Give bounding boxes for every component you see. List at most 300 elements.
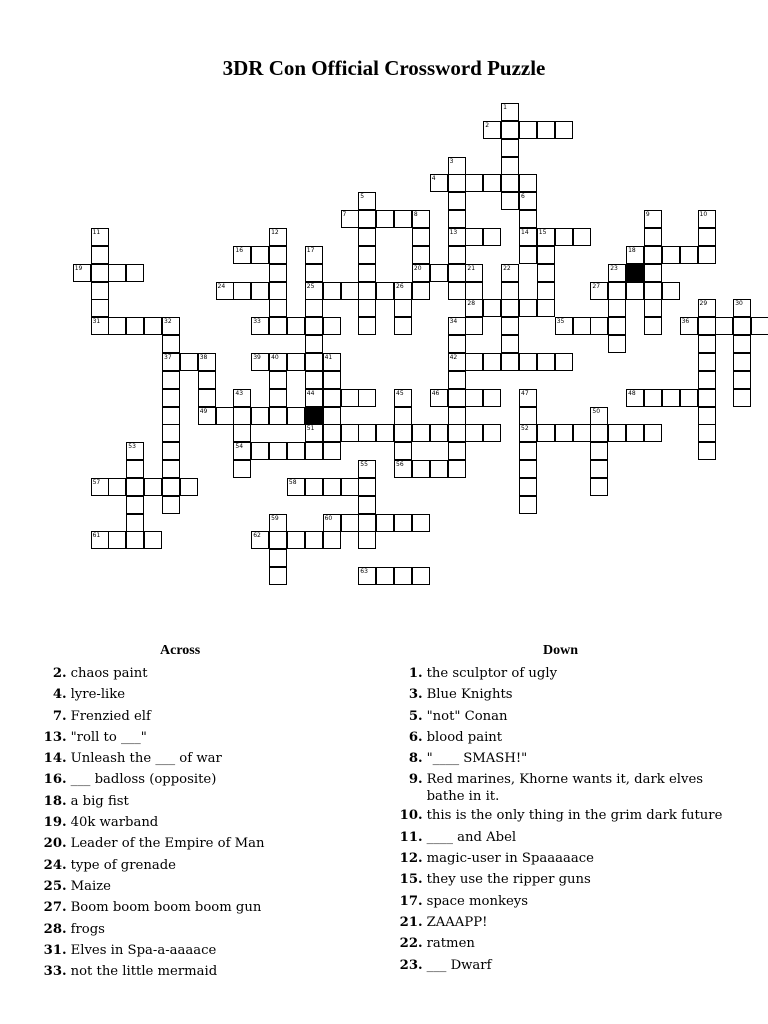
grid-cell[interactable] [269, 317, 287, 335]
grid-cell[interactable] [358, 531, 376, 549]
grid-cell[interactable] [198, 389, 216, 407]
grid-cell[interactable] [305, 299, 323, 317]
grid-cell[interactable] [662, 246, 680, 264]
grid-cell[interactable] [644, 246, 662, 264]
grid-cell[interactable] [251, 407, 269, 425]
grid-cell[interactable] [305, 246, 323, 264]
grid-cell[interactable] [483, 424, 501, 442]
grid-cell[interactable] [590, 442, 608, 460]
grid-cell[interactable] [733, 299, 751, 317]
grid-cell[interactable] [537, 121, 555, 139]
grid-cell[interactable] [287, 531, 305, 549]
grid-cell[interactable] [376, 567, 394, 585]
grid-cell[interactable] [91, 264, 109, 282]
grid-cell[interactable] [162, 424, 180, 442]
grid-cell[interactable] [501, 192, 519, 210]
grid-cell[interactable] [323, 317, 341, 335]
grid-cell[interactable] [590, 317, 608, 335]
grid-cell[interactable] [162, 317, 180, 335]
grid-cell[interactable] [698, 317, 716, 335]
grid-cell[interactable] [358, 228, 376, 246]
grid-cell[interactable] [412, 460, 430, 478]
cell-number: 31 [92, 318, 101, 326]
grid-cell[interactable] [341, 389, 359, 407]
grid-cell[interactable] [394, 567, 412, 585]
grid-cell[interactable] [519, 460, 537, 478]
grid-cell[interactable] [394, 407, 412, 425]
grid-cell[interactable] [269, 442, 287, 460]
grid-cell[interactable] [698, 407, 716, 425]
grid-cell[interactable] [233, 442, 251, 460]
grid-cell[interactable] [394, 442, 412, 460]
grid-cell[interactable] [644, 228, 662, 246]
grid-cell[interactable] [394, 282, 412, 300]
grid-cell[interactable] [555, 424, 573, 442]
grid-cell[interactable] [412, 210, 430, 228]
grid-cell[interactable] [501, 157, 519, 175]
grid-cell[interactable] [358, 460, 376, 478]
clue-number: 12 [399, 851, 418, 867]
grid-cell[interactable] [269, 514, 287, 532]
grid-cell[interactable] [126, 264, 144, 282]
grid-cell[interactable] [341, 210, 359, 228]
grid-cell[interactable] [733, 389, 751, 407]
grid-cell[interactable] [501, 353, 519, 371]
grid-cell[interactable] [590, 424, 608, 442]
grid-cell[interactable] [644, 210, 662, 228]
grid-cell[interactable] [608, 264, 626, 282]
grid-cell[interactable] [394, 210, 412, 228]
grid-cell[interactable] [305, 353, 323, 371]
grid-cell[interactable] [698, 299, 716, 317]
grid-cell[interactable] [465, 424, 483, 442]
grid-cell[interactable] [251, 246, 269, 264]
grid-cell[interactable] [680, 317, 698, 335]
cell-number: 17 [306, 246, 315, 254]
grid-cell[interactable] [573, 424, 591, 442]
grid-cell[interactable] [519, 174, 537, 192]
grid-cell[interactable] [269, 389, 287, 407]
grid-cell[interactable] [448, 174, 466, 192]
grid-cell[interactable] [144, 531, 162, 549]
grid-cell[interactable] [162, 442, 180, 460]
grid-cell[interactable] [608, 335, 626, 353]
grid-cell[interactable] [519, 192, 537, 210]
grid-cell[interactable] [590, 407, 608, 425]
grid-cell[interactable] [358, 246, 376, 264]
grid-cell[interactable] [108, 478, 126, 496]
cell-number: 44 [306, 389, 315, 397]
grid-cell[interactable] [358, 282, 376, 300]
grid-cell[interactable] [483, 389, 501, 407]
grid-cell[interactable] [73, 264, 91, 282]
grid-cell[interactable] [269, 531, 287, 549]
grid-cell[interactable] [180, 353, 198, 371]
grid-cell[interactable] [698, 210, 716, 228]
grid-cell[interactable] [465, 389, 483, 407]
grid-cell[interactable] [501, 317, 519, 335]
grid-cell[interactable] [448, 157, 466, 175]
grid-cell[interactable] [358, 478, 376, 496]
grid-cell[interactable] [394, 389, 412, 407]
grid-cell[interactable] [251, 531, 269, 549]
grid-cell[interactable] [358, 264, 376, 282]
grid-cell[interactable] [394, 299, 412, 317]
grid-cell[interactable] [698, 228, 716, 246]
grid-cell[interactable] [358, 210, 376, 228]
grid-cell[interactable] [733, 371, 751, 389]
grid-cell[interactable] [733, 317, 751, 335]
grid-cell[interactable] [644, 317, 662, 335]
grid-cell[interactable] [448, 353, 466, 371]
grid-cell[interactable] [590, 460, 608, 478]
grid-cell[interactable] [519, 496, 537, 514]
grid-cell[interactable] [91, 478, 109, 496]
cell-number: 61 [92, 532, 101, 540]
grid-cell[interactable] [590, 478, 608, 496]
grid-cell[interactable] [233, 424, 251, 442]
grid-cell[interactable] [341, 514, 359, 532]
grid-cell[interactable] [537, 299, 555, 317]
grid-cell[interactable] [412, 424, 430, 442]
grid-cell[interactable] [341, 424, 359, 442]
grid-cell[interactable] [465, 299, 483, 317]
grid-cell[interactable] [376, 210, 394, 228]
grid-cell[interactable] [144, 478, 162, 496]
grid-cell[interactable] [519, 478, 537, 496]
grid-cell[interactable] [394, 460, 412, 478]
grid-cell[interactable] [501, 174, 519, 192]
grid-cell[interactable] [412, 514, 430, 532]
grid-cell[interactable] [501, 335, 519, 353]
grid-cell[interactable] [644, 389, 662, 407]
grid-cell[interactable] [180, 478, 198, 496]
grid-cell[interactable] [358, 496, 376, 514]
grid-cell[interactable] [608, 282, 626, 300]
grid-cell[interactable] [733, 335, 751, 353]
grid-cell[interactable] [626, 424, 644, 442]
grid-cell[interactable] [91, 531, 109, 549]
grid-cell[interactable] [537, 264, 555, 282]
grid-cell[interactable] [341, 282, 359, 300]
grid-cell[interactable] [269, 246, 287, 264]
grid-cell[interactable] [126, 317, 144, 335]
grid-cell[interactable] [323, 531, 341, 549]
puzzle-title: 3DR Con Official Crossword Puzzle [222, 56, 546, 80]
grid-cell[interactable] [233, 460, 251, 478]
grid-cell[interactable] [501, 139, 519, 157]
grid-cell[interactable] [555, 317, 573, 335]
grid-cell[interactable] [519, 299, 537, 317]
grid-cell[interactable] [126, 531, 144, 549]
clue-text: chaos paint [70, 666, 148, 681]
grid-cell[interactable] [216, 282, 234, 300]
clue-number: 8 [408, 751, 418, 767]
grid-cell[interactable] [376, 282, 394, 300]
grid-cell[interactable] [323, 353, 341, 371]
grid-cell[interactable] [698, 442, 716, 460]
grid-cell[interactable] [680, 389, 698, 407]
grid-cell[interactable] [519, 246, 537, 264]
grid-cell[interactable] [323, 282, 341, 300]
grid-cell[interactable] [305, 424, 323, 442]
grid-cell[interactable] [162, 460, 180, 478]
grid-cell[interactable] [305, 531, 323, 549]
grid-cell[interactable] [233, 246, 251, 264]
grid-cell[interactable] [412, 282, 430, 300]
grid-cell[interactable] [555, 353, 573, 371]
grid-cell[interactable] [126, 514, 144, 532]
grid-cell[interactable] [305, 282, 323, 300]
grid-cell[interactable] [251, 442, 269, 460]
grid-cell[interactable] [251, 282, 269, 300]
grid-cell[interactable] [483, 174, 501, 192]
grid-cell[interactable] [483, 299, 501, 317]
grid-cell[interactable] [91, 282, 109, 300]
grid-cell[interactable] [519, 210, 537, 228]
grid-cell[interactable] [501, 299, 519, 317]
grid-cell[interactable] [269, 407, 287, 425]
grid-cell[interactable] [91, 246, 109, 264]
grid-cell[interactable] [323, 514, 341, 532]
grid-cell[interactable] [662, 389, 680, 407]
grid-cell[interactable] [698, 353, 716, 371]
grid-cell[interactable] [323, 442, 341, 460]
grid-cell[interactable] [269, 371, 287, 389]
grid-cell[interactable] [394, 514, 412, 532]
grid-cell[interactable] [519, 424, 537, 442]
clue-text: lyre-like [70, 687, 126, 703]
grid-cell[interactable] [305, 389, 323, 407]
grid-cell[interactable] [287, 478, 305, 496]
grid-cell[interactable] [483, 121, 501, 139]
grid-cell[interactable] [162, 407, 180, 425]
grid-cell[interactable] [269, 353, 287, 371]
grid-cell[interactable] [698, 371, 716, 389]
grid-cell[interactable] [698, 335, 716, 353]
grid-cell[interactable] [91, 317, 109, 335]
grid-cell[interactable] [519, 407, 537, 425]
grid-cell[interactable] [323, 407, 341, 425]
grid-cell[interactable] [448, 264, 466, 282]
grid-cell[interactable] [91, 299, 109, 317]
grid-cell[interactable] [126, 442, 144, 460]
grid-cell[interactable] [341, 478, 359, 496]
grid-cell[interactable] [448, 424, 466, 442]
grid-cell[interactable] [108, 317, 126, 335]
grid-cell[interactable] [394, 317, 412, 335]
grid-cell[interactable] [537, 282, 555, 300]
grid-cell[interactable] [537, 246, 555, 264]
grid-cell[interactable] [412, 228, 430, 246]
grid-cell[interactable] [376, 514, 394, 532]
grid-cell[interactable] [448, 371, 466, 389]
grid-cell[interactable] [162, 496, 180, 514]
grid-cell[interactable] [412, 246, 430, 264]
grid-cell[interactable] [162, 389, 180, 407]
cell-number: 22 [503, 264, 511, 272]
grid-cell[interactable] [590, 282, 608, 300]
grid-cell[interactable] [412, 264, 430, 282]
grid-cell[interactable] [448, 407, 466, 425]
cell-number: 59 [271, 514, 279, 522]
grid-cell[interactable] [287, 317, 305, 335]
grid-cell[interactable] [715, 317, 733, 335]
grid-cell[interactable] [501, 121, 519, 139]
grid-cell[interactable] [555, 228, 573, 246]
grid-cell[interactable] [662, 282, 680, 300]
grid-cell[interactable] [644, 299, 662, 317]
grid-cell[interactable] [233, 407, 251, 425]
grid-cell[interactable] [251, 317, 269, 335]
grid-cell[interactable] [233, 282, 251, 300]
grid-cell[interactable] [465, 317, 483, 335]
grid-cell[interactable] [305, 371, 323, 389]
grid-cell[interactable] [519, 121, 537, 139]
grid-cell[interactable] [430, 264, 448, 282]
grid-cell[interactable] [126, 460, 144, 478]
cell-number: 38 [199, 353, 208, 361]
grid-cell[interactable] [412, 567, 430, 585]
grid-cell[interactable] [198, 371, 216, 389]
grid-cell[interactable] [358, 514, 376, 532]
grid-cell[interactable] [608, 317, 626, 335]
grid-cell[interactable] [305, 317, 323, 335]
grid-cell[interactable] [501, 282, 519, 300]
grid-cell[interactable] [519, 353, 537, 371]
grid-cell[interactable] [519, 442, 537, 460]
cell-number: 14 [521, 229, 529, 236]
grid-cell[interactable] [448, 228, 466, 246]
grid-cell[interactable] [698, 424, 716, 442]
grid-cell[interactable] [358, 192, 376, 210]
grid-cell[interactable] [501, 264, 519, 282]
grid-cell[interactable] [537, 353, 555, 371]
grid-cell[interactable] [644, 264, 662, 282]
grid-cell[interactable] [537, 228, 555, 246]
grid-cell[interactable] [698, 246, 716, 264]
grid-cell[interactable] [305, 335, 323, 353]
grid-cell[interactable] [483, 228, 501, 246]
grid-cell[interactable] [323, 389, 341, 407]
grid-cell[interactable] [287, 442, 305, 460]
grid-cell[interactable] [162, 478, 180, 496]
grid-cell[interactable] [394, 424, 412, 442]
grid-cell[interactable] [644, 282, 662, 300]
clue-number: 1 [408, 666, 418, 681]
grid-cell[interactable] [269, 282, 287, 300]
grid-cell[interactable] [430, 424, 448, 442]
grid-cell[interactable] [126, 478, 144, 496]
grid-cell[interactable] [358, 299, 376, 317]
grid-cell[interactable] [448, 335, 466, 353]
grid-cell[interactable] [233, 389, 251, 407]
grid-cell[interactable] [358, 389, 376, 407]
grid-cell[interactable] [430, 389, 448, 407]
clue-number: 28 [43, 921, 62, 937]
grid-cell[interactable] [501, 103, 519, 121]
grid-cell[interactable] [162, 335, 180, 353]
grid-cell[interactable] [287, 407, 305, 425]
grid-cell[interactable] [573, 228, 591, 246]
grid-cell[interactable] [751, 317, 768, 335]
grid-cell[interactable] [269, 299, 287, 317]
grid-cell[interactable] [269, 264, 287, 282]
grid-cell[interactable] [465, 353, 483, 371]
grid-cell[interactable] [269, 228, 287, 246]
grid-cell[interactable] [251, 353, 269, 371]
grid-cell[interactable] [108, 264, 126, 282]
grid-cell[interactable] [626, 246, 644, 264]
cell-number: 49 [199, 407, 208, 415]
grid-cell[interactable] [216, 407, 234, 425]
grid-cell[interactable] [448, 246, 466, 264]
grid-cell[interactable] [448, 282, 466, 300]
grid-cell[interactable] [698, 389, 716, 407]
grid-cell[interactable] [448, 192, 466, 210]
grid-cell[interactable] [519, 228, 537, 246]
grid-cell[interactable] [430, 174, 448, 192]
grid-cell[interactable] [305, 264, 323, 282]
grid-cell[interactable] [448, 442, 466, 460]
grid-cell[interactable] [608, 299, 626, 317]
grid-cell[interactable] [573, 317, 591, 335]
grid-cell[interactable] [198, 407, 216, 425]
grid-cell[interactable] [305, 442, 323, 460]
clue-text: ___ Dwarf [426, 957, 492, 973]
clue-number: 14 [43, 751, 62, 767]
grid-cell[interactable] [430, 460, 448, 478]
grid-cell[interactable] [448, 317, 466, 335]
grid-cell[interactable] [465, 228, 483, 246]
grid-cell[interactable] [680, 246, 698, 264]
grid-cell[interactable] [465, 282, 483, 300]
grid-cell[interactable] [733, 353, 751, 371]
grid-cell[interactable] [519, 389, 537, 407]
grid-cell[interactable] [358, 424, 376, 442]
grid-cell[interactable] [126, 496, 144, 514]
grid-cell[interactable] [448, 460, 466, 478]
grid-cell[interactable] [358, 567, 376, 585]
grid-cell[interactable] [323, 424, 341, 442]
grid-cell[interactable] [537, 424, 555, 442]
grid-cell[interactable] [465, 264, 483, 282]
grid-cell[interactable] [287, 353, 305, 371]
grid-cell[interactable] [555, 121, 573, 139]
grid-cell[interactable] [323, 371, 341, 389]
grid-cell[interactable] [483, 353, 501, 371]
grid-cell[interactable] [144, 317, 162, 335]
grid-cell[interactable] [608, 424, 626, 442]
grid-cell[interactable] [448, 210, 466, 228]
grid-cell[interactable] [323, 478, 341, 496]
grid-cell[interactable] [448, 389, 466, 407]
grid-cell[interactable] [376, 424, 394, 442]
grid-cell[interactable] [198, 353, 216, 371]
grid-cell[interactable] [305, 478, 323, 496]
grid-cell[interactable] [162, 371, 180, 389]
grid-cell[interactable] [162, 353, 180, 371]
grid-cell[interactable] [358, 317, 376, 335]
grid-cell[interactable] [626, 282, 644, 300]
grid-cell[interactable] [465, 174, 483, 192]
grid-cell[interactable] [269, 549, 287, 567]
grid-cell[interactable] [626, 389, 644, 407]
grid-cell[interactable] [91, 228, 109, 246]
grid-cell[interactable] [644, 424, 662, 442]
grid-cell[interactable] [108, 531, 126, 549]
grid-cell[interactable] [269, 567, 287, 585]
